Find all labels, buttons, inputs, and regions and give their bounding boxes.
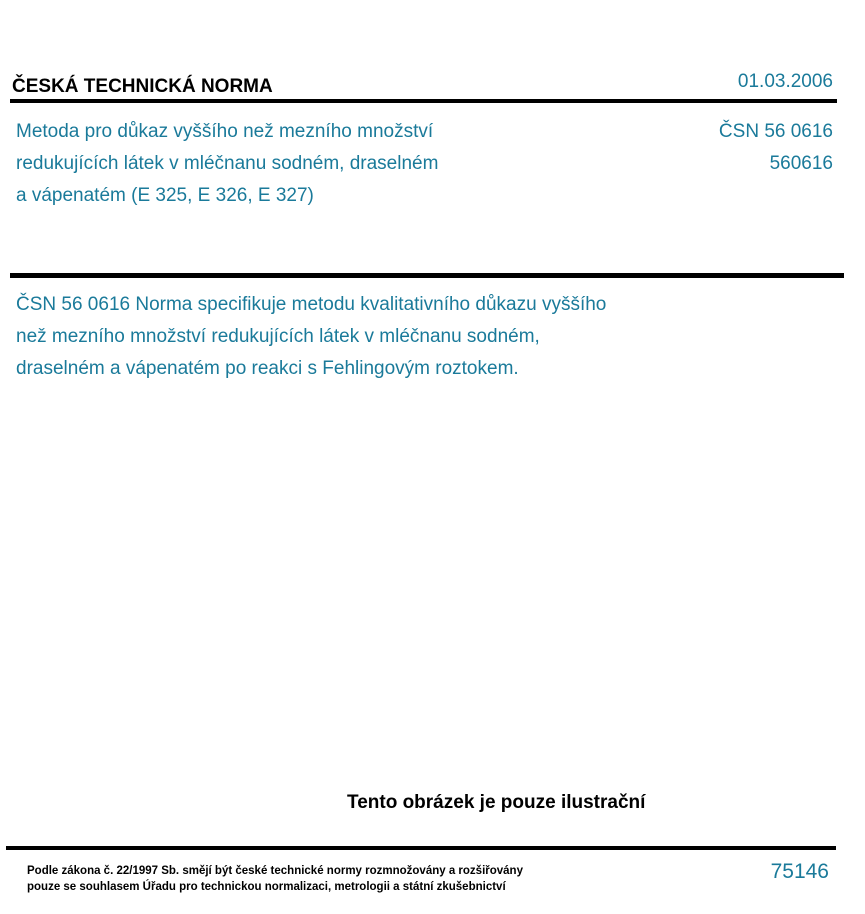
standard-class-number: 560616 — [769, 153, 833, 174]
footer-divider — [6, 846, 836, 850]
standard-title-line: Metoda pro důkaz vyššího než mezního množství — [16, 121, 434, 142]
standard-title-line: redukujících látek v mléčnanu sodném, draselném — [16, 153, 439, 174]
legal-notice-line: pouze se souhlasem Úřadu pro technickou normalizaci, metrologii a státní zkušebnictví — [27, 881, 506, 893]
standard-title-line: a vápenatém (E 325, E 326, E 327) — [16, 185, 314, 206]
document-heading: ČESKÁ TECHNICKÁ NORMA — [12, 76, 273, 97]
abstract-line: než mezního množství redukujících látek v mléčnanu sodném, — [16, 326, 540, 347]
abstract-line: ČSN 56 0616 Norma specifikuje metodu kvalitativního důkazu vyššího — [16, 294, 607, 315]
publication-date: 01.03.2006 — [737, 71, 833, 92]
standard-code: ČSN 56 0616 — [718, 121, 833, 142]
abstract-text — [16, 289, 606, 385]
header-divider — [10, 99, 837, 103]
legal-notice — [27, 863, 523, 895]
standard-identifiers — [719, 116, 833, 180]
legal-notice-line: Podle zákona č. 22/1997 Sb. smějí být české technické normy rozmnožovány a rozšiřovány — [27, 865, 523, 877]
standard-title — [16, 116, 438, 212]
abstract-line: draselném a vápenatém po reakci s Fehlingovým roztokem. — [16, 358, 519, 379]
illustration-note: Tento obrázek je pouze ilustrační — [347, 792, 646, 813]
catalog-number: 75146 — [770, 860, 829, 883]
section-divider — [10, 273, 844, 278]
